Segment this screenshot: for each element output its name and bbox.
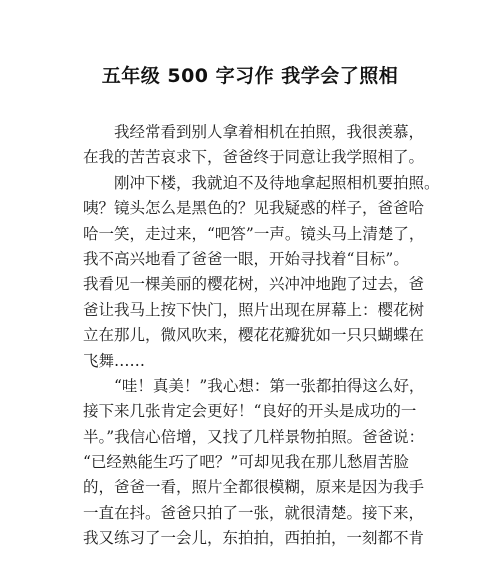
text-line: 我经常看到别人拿着相机在拍照，我很羡慕， <box>83 123 425 141</box>
text-line: 哈一笑，走过来，“吧答”一声。镜头马上清楚了， <box>83 224 425 243</box>
essay-body <box>83 120 500 552</box>
text-line: 我又练习了一会儿，东拍拍，西拍拍，一刻都不肯 <box>83 529 425 548</box>
text-line: 一直在抖。爸爸只拍了一张，就很清楚。接下来， <box>83 503 425 522</box>
text-line: 我不高兴地看了爸爸一眼，开始寻找着“目标”。 <box>83 249 409 268</box>
text-line: 的，爸爸一看，照片全都很模糊，原来是因为我手 <box>83 478 425 497</box>
text-line: 接下来几张肯定会更好！“良好的开头是成功的一 <box>83 402 417 421</box>
text-line: 立在那儿，微风吹来，樱花花瓣犹如一只只蝴蝶在 <box>83 326 425 345</box>
text-line: 我看见一棵美丽的樱花树，兴冲冲地跑了过去，爸 <box>83 275 425 294</box>
text-line: “已经熟能生巧了吧？”可却见我在那儿愁眉苦脸 <box>83 453 409 472</box>
text-line: 刚冲下楼，我就迫不及待地拿起照相机要拍照。 <box>83 173 440 192</box>
text-line: 在我的苦苦哀求下，爸爸终于同意让我学照相了。 <box>83 148 425 167</box>
text-line: “哇！真美！”我心想：第一张都拍得这么好， <box>83 376 425 395</box>
text-line: 飞舞…… <box>83 351 146 370</box>
text-line: 咦？镜头怎么是黑色的？见我疑惑的样子，爸爸哈 <box>83 199 425 218</box>
text-line: 半。”我信心倍增，又找了几样景物拍照。爸爸说： <box>83 427 425 446</box>
text-line: 爸让我马上按下快门，照片出现在屏幕上：樱花树 <box>83 300 425 319</box>
essay-title: 五年级 500 字习作 我学会了照相 <box>101 65 399 87</box>
